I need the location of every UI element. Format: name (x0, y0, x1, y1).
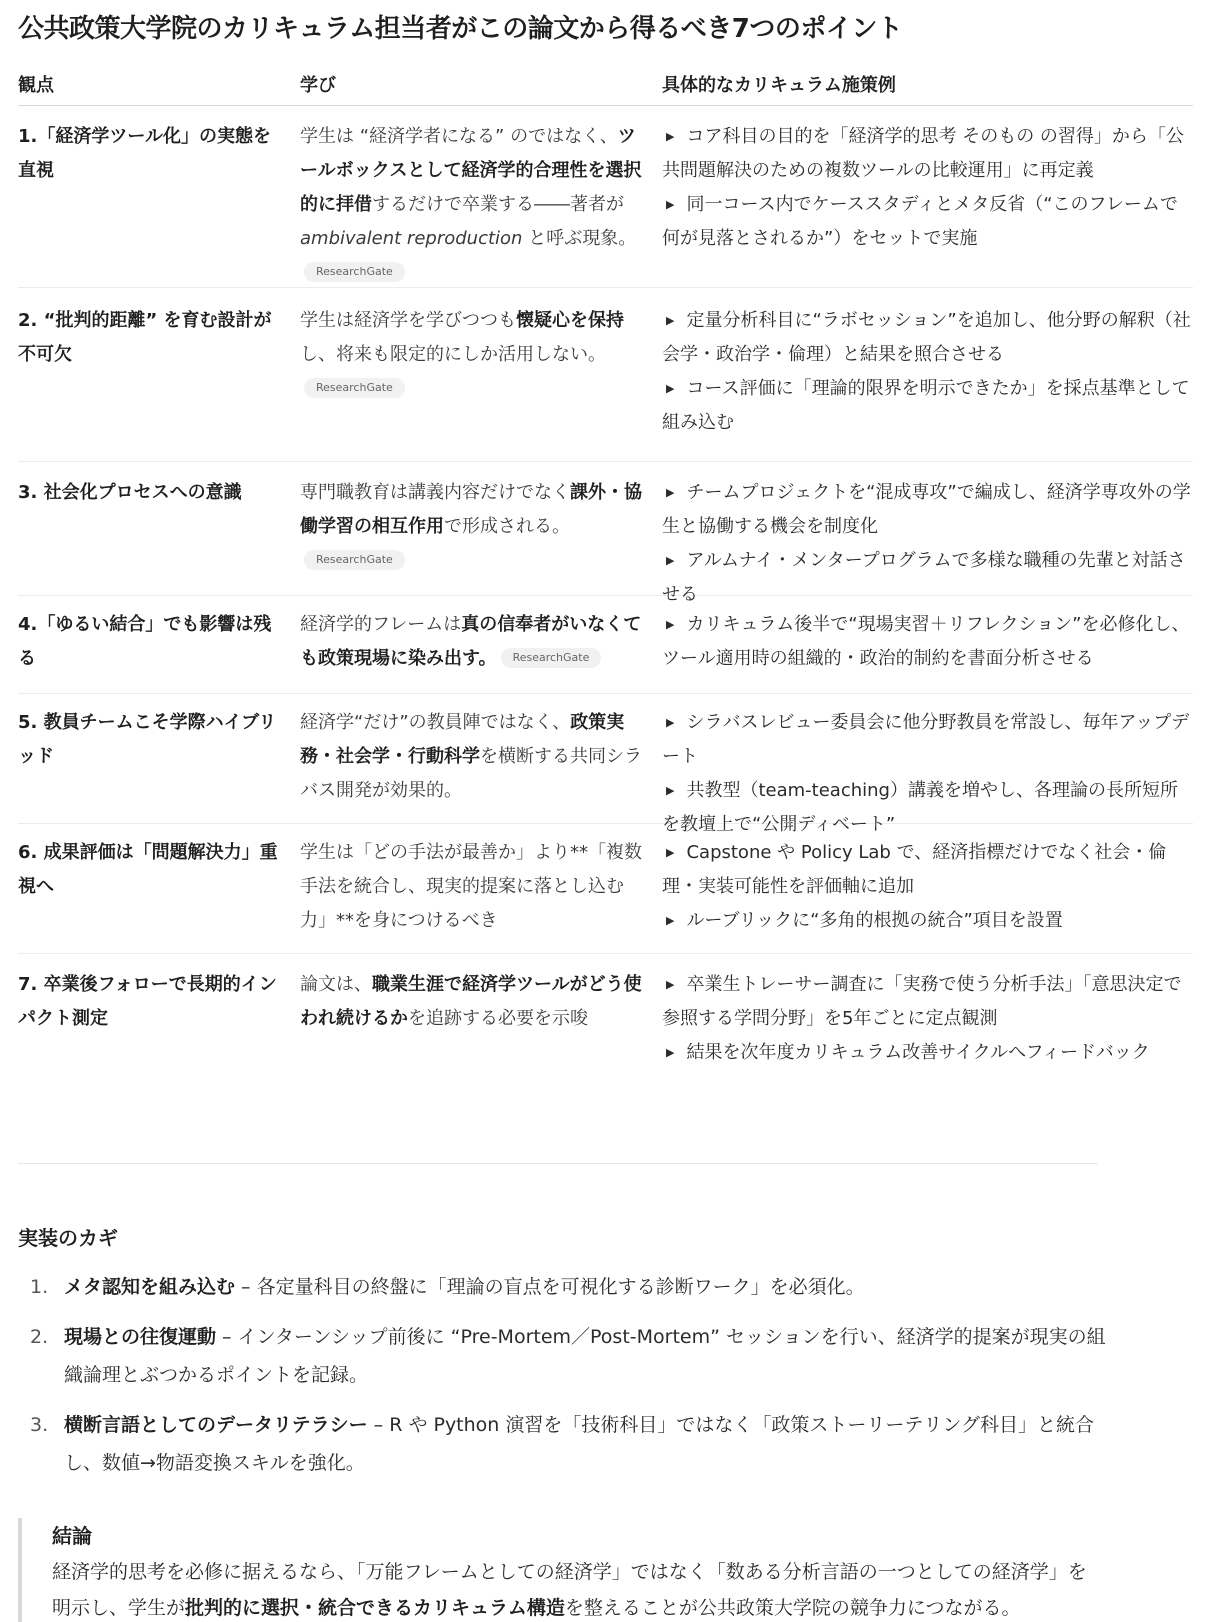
list-item: ▶ 共教型（team-teaching）講義を増やし、各理論の長所短所を教壇上で“公開ディベート” (662, 780, 1178, 835)
conclusion-text: 経済学的思考を必修に据えるなら、「万能フレームとしての経済学」ではなく「数ある分析言語の一つとしての経済学」を明示し、学生が批判的に選択・統合できるカリキュラム構造を整えることが公共政策大学院の競争力につながる。 (52, 1561, 1087, 1619)
header-viewpoint: 観点 (18, 74, 54, 96)
keys-heading: 実装のカギ (18, 1226, 118, 1250)
conclusion-blockquote (18, 1518, 1098, 1622)
triangle-bullet-icon: ▶ (666, 486, 675, 499)
learning-cell: 経済学的フレームは真の信奉者がいなくても政策現場に染み出す。 ResearchGate (300, 614, 642, 669)
table-row (18, 824, 1193, 954)
list-item: ▶ 結果を次年度カリキュラム改善サイクルへフィードバック (666, 1042, 1150, 1063)
list-number: 2. (30, 1326, 49, 1348)
list-item: ▶ ルーブリックに“多角的根拠の統合”項目を設置 (666, 910, 1063, 931)
measures-cell (662, 706, 1193, 835)
measures-cell (662, 120, 1193, 287)
viewpoint-cell: 7. 卒業後フォローで長期的インパクト測定 (18, 974, 277, 1029)
viewpoint-cell: 1.「経済学ツール化」の実態を直視 (18, 126, 272, 181)
list-item: ▶ チームプロジェクトを“混成専攻”で編成し、経済学専攻外の学生と協働する機会を制度化 (662, 482, 1191, 537)
page-title: 公共政策大学院のカリキュラム担当者がこの論文から得るべき7つのポイント (18, 14, 903, 44)
triangle-bullet-icon: ▶ (666, 716, 675, 729)
list-number: 1. (30, 1276, 49, 1298)
section-divider (18, 1163, 1098, 1164)
researchgate-badge[interactable]: ResearchGate (304, 262, 405, 282)
triangle-bullet-icon: ▶ (666, 978, 675, 991)
learning-cell: 学生は “経済学者になる” のではなく、ツールボックスとして経済学的合理性を選択的に拝借するだけで卒業する――著者が ambivalent reproduction と呼ぶ現象。ResearchGate (300, 120, 662, 287)
measures-cell (662, 608, 1193, 693)
triangle-bullet-icon: ▶ (666, 130, 675, 143)
table-row (18, 596, 1193, 694)
points-table (18, 62, 1193, 1084)
measures-cell (662, 304, 1193, 461)
table-header (18, 62, 1193, 106)
table-row (18, 954, 1193, 1084)
triangle-bullet-icon: ▶ (666, 382, 675, 395)
researchgate-badge[interactable]: ResearchGate (304, 550, 405, 570)
list-item: 1. メタ認知を組み込む – 各定量科目の終盤に「理論の盲点を可視化する診断ワーク」を必須化。 (30, 1268, 1110, 1306)
list-item: ▶ コア科目の目的を「経済学的思考 そのもの の習得」から「公共問題解決のための複数ツールの比較運用」に再定義 (662, 126, 1184, 181)
list-item: ▶ 卒業生トレーサー調査に「実務で使う分析手法」「意思決定で参照する学問分野」を5年ごとに定点観測 (662, 974, 1182, 1029)
table-row (18, 462, 1193, 605)
researchgate-badge[interactable]: ResearchGate (304, 378, 405, 398)
list-item: ▶ シラバスレビュー委員会に他分野教員を常設し、毎年アップデート (662, 712, 1190, 767)
triangle-bullet-icon: ▶ (666, 618, 675, 631)
list-item: 2. 現場との往復運動 – インターンシップ前後に “Pre-Mortem／Post-Mortem” セッションを行い、経済学的提案が現実の組織論理とぶつかるポイントを記録。 (30, 1318, 1110, 1394)
header-measures: 具体的なカリキュラム施策例 (662, 74, 896, 96)
table-row (18, 288, 1193, 462)
viewpoint-cell: 5. 教員チームこそ学際ハイブリッド (18, 712, 277, 767)
list-item: 3. 横断言語としてのデータリテラシー – R や Python 演習を「技術科目」ではなく「政策ストーリーテリング科目」と統合し、数値→物語変換スキルを強化。 (30, 1406, 1110, 1482)
learning-cell: 論文は、職業生涯で経済学ツールがどう使われ続けるかを追跡する必要を示唆 (300, 974, 642, 1029)
triangle-bullet-icon: ▶ (666, 914, 675, 927)
triangle-bullet-icon: ▶ (666, 198, 675, 211)
list-item: ▶ 同一コース内でケーススタディとメタ反省（“このフレームで何が見落とされるか”）をセットで実施 (662, 194, 1178, 249)
list-item: ▶ アルムナイ・メンタープログラムで多様な職種の先輩と対話させる (662, 550, 1186, 605)
triangle-bullet-icon: ▶ (666, 314, 675, 327)
viewpoint-cell: 3. 社会化プロセスへの意識 (18, 482, 242, 503)
viewpoint-cell: 2. “批判的距離” を育む設計が不可欠 (18, 310, 272, 365)
list-number: 3. (30, 1414, 49, 1436)
table-row (18, 106, 1193, 288)
learning-cell: 学生は「どの手法が最善か」より**「複数手法を統合し、現実的提案に落とし込む力」**を身につけるべき (300, 842, 642, 931)
list-item: ▶ Capstone や Policy Lab で、経済指標だけでなく社会・倫理・実装可能性を評価軸に追加 (662, 842, 1167, 897)
list-item: ▶ コース評価に「理論的限界を明示できたか」を採点基準として組み込む (662, 378, 1190, 433)
measures-cell (662, 968, 1193, 1084)
viewpoint-cell: 6. 成果評価は「問題解決力」重視へ (18, 842, 278, 897)
conclusion-title: 結論 (52, 1524, 92, 1548)
list-item: ▶ カリキュラム後半で“現場実習＋リフレクション”を必修化し、ツール適用時の組織的・政治的制約を書面分析させる (662, 614, 1190, 669)
measures-cell (662, 476, 1193, 605)
triangle-bullet-icon: ▶ (666, 846, 675, 859)
triangle-bullet-icon: ▶ (666, 554, 675, 567)
learning-cell: 学生は経済学を学びつつも懐疑心を保持し、将来も限定的にしか活用しない。ResearchGate (300, 304, 662, 461)
learning-cell: 経済学“だけ”の教員陣ではなく、政策実務・社会学・行動科学を横断する共同シラバス開発が効果的。 (300, 712, 642, 801)
triangle-bullet-icon: ▶ (666, 1046, 675, 1059)
table-row (18, 694, 1193, 835)
viewpoint-cell: 4.「ゆるい結合」でも影響は残る (18, 614, 272, 669)
measures-cell (662, 836, 1193, 953)
triangle-bullet-icon: ▶ (666, 784, 675, 797)
header-learning: 学び (300, 74, 336, 96)
list-item: ▶ 定量分析科目に“ラボセッション”を追加し、他分野の解釈（社会学・政治学・倫理）と結果を照合させる (662, 310, 1191, 365)
researchgate-badge[interactable]: ResearchGate (501, 648, 602, 668)
learning-cell: 専門職教育は講義内容だけでなく課外・協働学習の相互作用で形成される。ResearchGate (300, 476, 662, 595)
keys-list (30, 1268, 1110, 1494)
